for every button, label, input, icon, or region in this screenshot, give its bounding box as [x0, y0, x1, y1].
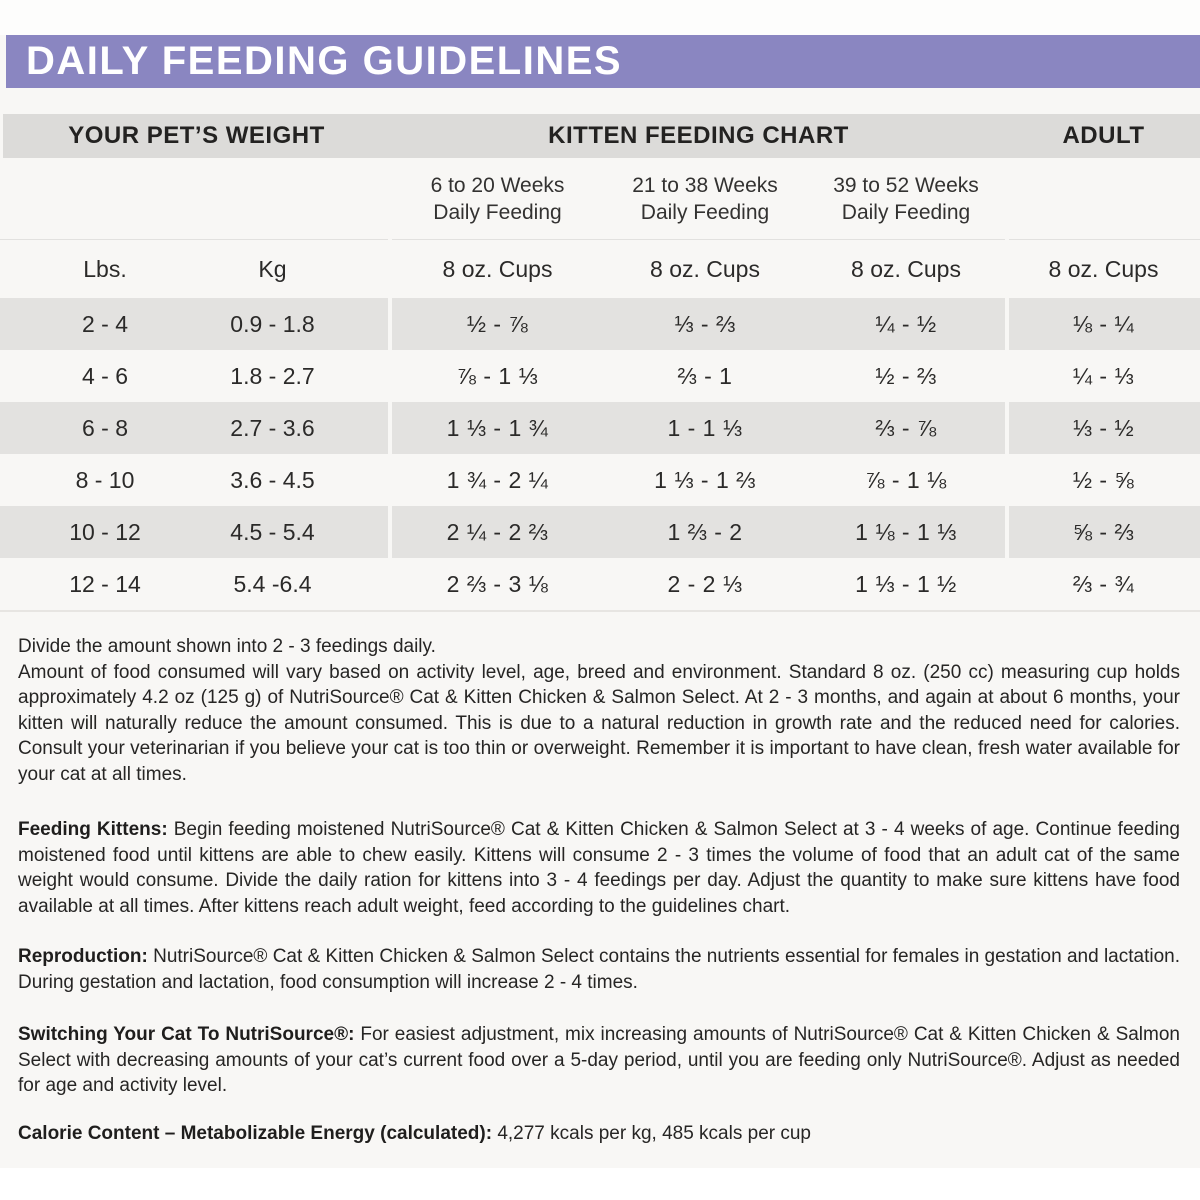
- cell-39-52wk: ⅞ - 1 ⅛: [865, 466, 947, 493]
- age-range-line2: Daily Feeding: [841, 200, 971, 224]
- note-reproduction-text: NutriSource® Cat & Kitten Chicken & Salmon Select contains the nutrients essential for females in gestation and lactation. During gestation and lactation, food consumption will increase 2 - 4 times.: [18, 946, 1180, 993]
- cell-kg: 4.5 - 5.4: [230, 518, 315, 545]
- section-header-row: [3, 114, 1200, 158]
- column-divider-kitten-adult: [1005, 158, 1009, 610]
- cell-kg: 5.4 -6.4: [233, 570, 312, 597]
- cell-lbs: 8 - 10: [75, 466, 135, 493]
- table-row-12-14-lbs: [0, 558, 1200, 610]
- unit-kg: Kg: [258, 255, 287, 282]
- table-row-6-8-lbs: [0, 402, 1200, 454]
- page-title: DAILY FEEDING GUIDELINES: [26, 39, 623, 83]
- table-row-4-6-lbs: [0, 350, 1200, 402]
- bottom-margin: [0, 1168, 1200, 1200]
- note-feeding-kittens: [18, 817, 1180, 919]
- cell-adult: ½ - ⅝: [1072, 466, 1135, 493]
- feeding-notes: [18, 634, 1180, 1146]
- age-range-line2: Daily Feeding: [433, 200, 562, 224]
- cell-adult: ⅛ - ¼: [1072, 310, 1135, 337]
- table-row-2-4-lbs: [0, 298, 1200, 350]
- header-adult: ADULT: [1062, 122, 1145, 149]
- age-range-line1: 39 to 52 Weeks: [833, 173, 979, 197]
- cell-6-20wk: ⅞ - 1 ⅓: [456, 362, 539, 389]
- cell-21-38wk: 1 - 1 ⅓: [667, 414, 743, 441]
- age-range-header-row: [0, 158, 1200, 240]
- cell-39-52wk: ¼ - ½: [875, 310, 937, 337]
- cell-kg: 3.6 - 4.5: [230, 466, 315, 493]
- age-range-line1: 6 to 20 Weeks: [430, 173, 565, 197]
- cell-21-38wk: 1 ⅔ - 2: [667, 518, 743, 545]
- note-reproduction: [18, 944, 1180, 995]
- cell-lbs: 4 - 6: [81, 362, 129, 389]
- top-margin: [0, 0, 1200, 35]
- header-kitten-feeding-chart: KITTEN FEEDING CHART: [548, 122, 849, 149]
- cell-lbs: 10 - 12: [69, 518, 141, 545]
- cell-21-38wk: ⅓ - ⅔: [674, 310, 736, 337]
- note-calorie-text: 4,277 kcals per kg, 485 kcals per cup: [492, 1122, 812, 1144]
- note-switching-text: For easiest adjustment, mix increasing amounts of NutriSource® Cat & Kitten Chicken & Salmon Select with decreasing amounts of your cat’s current food over a 5-day period, until you are feeding only NutriSource®. Adjust as needed for age and activity level.: [18, 1024, 1180, 1096]
- cell-21-38wk: ⅔ - 1: [677, 362, 733, 389]
- header-21-38-weeks: [605, 172, 805, 226]
- cell-21-38wk: 1 ⅓ - 1 ⅔: [654, 466, 756, 493]
- note-feeding-kittens-label: Feeding Kittens:: [18, 819, 168, 840]
- note-calorie-label: Calorie Content – Metabolizable Energy (calculated):: [18, 1122, 493, 1144]
- cell-6-20wk: 1 ⅓ - 1 ¾: [446, 414, 549, 441]
- unit-cups: 8 oz. Cups: [442, 255, 553, 282]
- unit-lbs: Lbs.: [83, 255, 127, 282]
- note-calorie-content: [18, 1121, 1180, 1147]
- cell-39-52wk: ½ - ⅔: [875, 362, 937, 389]
- table-row-10-12-lbs: [0, 506, 1200, 558]
- header-39-52-weeks: [805, 172, 1007, 226]
- note-reproduction-label: Reproduction:: [18, 946, 148, 967]
- cell-6-20wk: 2 ¼ - 2 ⅔: [446, 518, 549, 545]
- cell-21-38wk: 2 - 2 ⅓: [667, 570, 743, 597]
- cell-6-20wk: 2 ⅔ - 3 ⅛: [446, 570, 549, 597]
- cell-adult: ⅝ - ⅔: [1072, 518, 1135, 545]
- note-divide-feedings: Divide the amount shown into 2 - 3 feedings daily.: [18, 636, 436, 657]
- unit-cups: 8 oz. Cups: [1048, 255, 1159, 282]
- header-6-20-weeks: [390, 172, 605, 226]
- feeding-table: [0, 114, 1200, 612]
- cell-6-20wk: ½ - ⅞: [466, 310, 529, 337]
- unit-cups: 8 oz. Cups: [851, 255, 961, 282]
- table-row-8-10-lbs: [0, 454, 1200, 506]
- cell-6-20wk: 1 ¾ - 2 ¼: [446, 466, 549, 493]
- cell-adult: ¼ - ⅓: [1072, 362, 1135, 389]
- age-range-line2: Daily Feeding: [640, 200, 770, 224]
- age-range-line1: 21 to 38 Weeks: [632, 173, 778, 197]
- cell-adult: ⅓ - ½: [1072, 414, 1135, 441]
- note-switching-label: Switching Your Cat To NutriSource®:: [18, 1024, 355, 1045]
- cell-39-52wk: 1 ⅛ - 1 ⅓: [855, 518, 957, 545]
- unit-cups: 8 oz. Cups: [650, 255, 760, 282]
- note-feeding-kittens-text: Begin feeding moistened NutriSource® Cat & Kitten Chicken & Salmon Select at 3 - 4 weeks of age. Continue feeding moistened food until kittens are able to chew easily. Kittens will consume 2 - 3 times the volume of food that an adult cat of the same weight would consume. Divide the daily ration for kittens into 3 - 4 feedings per day. Adjust the quantity to make sure kittens have food available at all times. After kittens reach adult weight, feed according to the guidelines chart.: [18, 819, 1181, 917]
- units-row: [0, 240, 1200, 298]
- cell-kg: 2.7 - 3.6: [230, 414, 315, 441]
- header-your-pets-weight: YOUR PET’S WEIGHT: [68, 122, 325, 149]
- cell-lbs: 2 - 4: [81, 310, 129, 337]
- cell-39-52wk: 1 ⅓ - 1 ½: [855, 570, 957, 597]
- cell-lbs: 6 - 8: [81, 414, 129, 441]
- cell-adult: ⅔ - ¾: [1072, 570, 1135, 597]
- page-title-banner: [6, 35, 1200, 88]
- note-switching: [18, 1022, 1180, 1099]
- cell-lbs: 12 - 14: [69, 570, 141, 597]
- column-divider-weight-kitten: [388, 158, 392, 610]
- cell-kg: 1.8 - 2.7: [230, 362, 315, 389]
- cell-39-52wk: ⅔ - ⅞: [875, 414, 937, 441]
- note-amount-consumed: Amount of food consumed will vary based on activity level, age, breed and environment. Standard 8 oz. (250 cc) measuring cup holds approximately 4.2 oz (125 g) of NutriSource® Cat & Kitten Chicken & Salmon Select. At 2 - 3 months, and again at about 6 months, your kitten will naturally reduce the amount consumed. This is due to a natural reduction in growth rate and the reduced need for calories. Consult your veterinarian if you believe your cat is too thin or overweight. Remember it is important to have clean, fresh water available for your cat at all times.: [18, 661, 1180, 785]
- cell-kg: 0.9 - 1.8: [230, 310, 315, 337]
